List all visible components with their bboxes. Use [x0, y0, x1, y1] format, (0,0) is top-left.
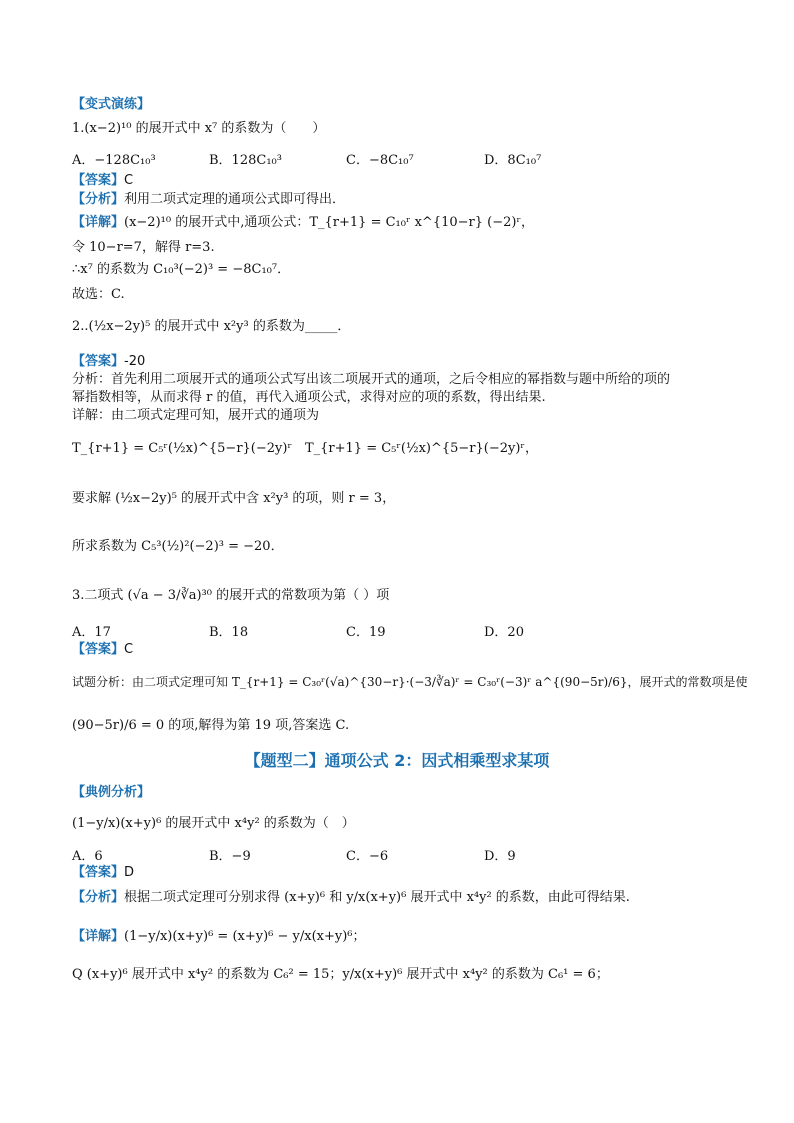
q1-analysis: 利用二项式定理的通项公式即可得出． [124, 192, 346, 207]
s2-option-a: A．6 [72, 849, 103, 864]
q3-answer: C [124, 642, 134, 657]
q3-option-d: D．20 [484, 625, 524, 640]
typical-analysis-tag: 【典例分析】 [72, 785, 151, 800]
q3-analysis-1: 试题分析：由二项式定理可知 T_{r+1} = C₃₀ʳ(√a)^{30−r}·(−3/∛a)ʳ = C₃₀ʳ(−3)ʳ a^{(90−5r)/6}，展开式的常数项是使 [72, 675, 748, 689]
q1-analysis-tag: 【分析】 [72, 192, 125, 207]
s2-analysis-row [72, 889, 630, 906]
q1-option-c: C．−8C₁₀⁷ [346, 153, 414, 168]
section-2-heading: 【题型二】通项公式 2：因式相乘型求某项 [244, 751, 550, 770]
s2-detail-tag: 【详解】 [72, 929, 125, 944]
q1-option-d: D．8C₁₀⁷ [484, 153, 542, 168]
q1-detail-row [72, 214, 534, 231]
s2-option-c: C．−6 [346, 849, 389, 864]
question-3: 3.二项式 (√a − 3/∛a)³⁰ 的展开式的常数项为第（ ）项 [72, 588, 390, 603]
q1-step-1: 令 10−r=7，解得 r=3. [72, 240, 215, 255]
s2-detail-row [72, 928, 366, 945]
q2-step-1: 要求解 (½x−2y)⁵ 的展开式中含 x²y³ 的项，则 r = 3， [72, 491, 396, 506]
q2-step-2: 所求系数为 C₅³(½)²(−2)³ = −20． [72, 539, 284, 554]
q2-analysis-line-1: 分析：首先利用二项展开式的通项公式写出该二项展开式的通项，之后令相应的幂指数与题中所给的项的 [72, 372, 671, 387]
s2-analysis-tag: 【分析】 [72, 890, 125, 905]
variant-practice-tag: 【变式演练】 [72, 97, 151, 112]
q3-answer-tag: 【答案】 [72, 642, 125, 657]
q1-analysis-row [72, 191, 345, 208]
s2-answer: D [124, 865, 135, 880]
q3-answer-row [72, 641, 133, 658]
q1-answer: C [124, 173, 134, 188]
s2-last-line: Q (x+y)⁶ 展开式中 x⁴y² 的系数为 C₆² = 15；y/x(x+y)⁶ 展开式中 x⁴y² 的系数为 C₆¹ = 6； [72, 967, 609, 982]
q3-analysis-2: (90−5r)/6 = 0 的项,解得为第 19 项,答案选 C. [72, 718, 350, 733]
s2-answer-tag: 【答案】 [72, 865, 125, 880]
section-2-question: (1−y/x)(x+y)⁶ 的展开式中 x⁴y² 的系数为（ ） [72, 816, 355, 831]
s2-analysis: 根据二项式定理可分别求得 (x+y)⁶ 和 y/x(x+y)⁶ 展开式中 x⁴y² 的系数，由此可得结果. [124, 890, 630, 905]
q2-analysis-line-2: 幂指数相等，从而求得 r 的值，再代入通项公式，求得对应的项的系数，得出结果. [72, 390, 546, 405]
question-2: 2..(½x−2y)⁵ 的展开式中 x²y³ 的系数为_____． [72, 319, 351, 334]
q2-answer: -20 [124, 354, 146, 369]
s2-option-d: D．9 [484, 849, 516, 864]
q1-conclusion: 故选：C. [72, 287, 125, 302]
q1-answer-tag: 【答案】 [72, 173, 125, 188]
s2-option-b: B．−9 [209, 849, 251, 864]
q2-answer-row [72, 353, 145, 370]
q1-option-a: A．−128C₁₀³ [72, 153, 156, 168]
q2-answer-tag: 【答案】 [72, 354, 125, 369]
q2-formula: T_{r+1} = C₅ʳ(½x)^{5−r}(−2y)ʳ T_{r+1} = C₅ʳ(½x)^{5−r}(−2y)ʳ， [72, 441, 538, 456]
question-1: 1.(x−2)¹⁰ 的展开式中 x⁷ 的系数为（ ） [72, 121, 326, 136]
q1-detail-tag: 【详解】 [72, 215, 125, 230]
q1-step-2: ∴x⁷ 的系数为 C₁₀³(−2)³ = −8C₁₀⁷． [72, 262, 291, 277]
q3-option-b: B．18 [209, 625, 249, 640]
q3-option-a: A．17 [72, 625, 111, 640]
s2-detail: (1−y/x)(x+y)⁶ = (x+y)⁶ − y/x(x+y)⁶； [124, 929, 366, 944]
q1-option-b: B．128C₁₀³ [209, 153, 282, 168]
q2-detail: 详解：由二项式定理可知，展开式的通项为 [72, 408, 320, 423]
s2-answer-row [72, 864, 134, 881]
q3-option-c: C．19 [346, 625, 386, 640]
q1-answer-row [72, 172, 133, 189]
q1-detail: (x−2)¹⁰ 的展开式中,通项公式：T_{r+1} = C₁₀ʳ x^{10−r} (−2)ʳ， [124, 215, 534, 230]
